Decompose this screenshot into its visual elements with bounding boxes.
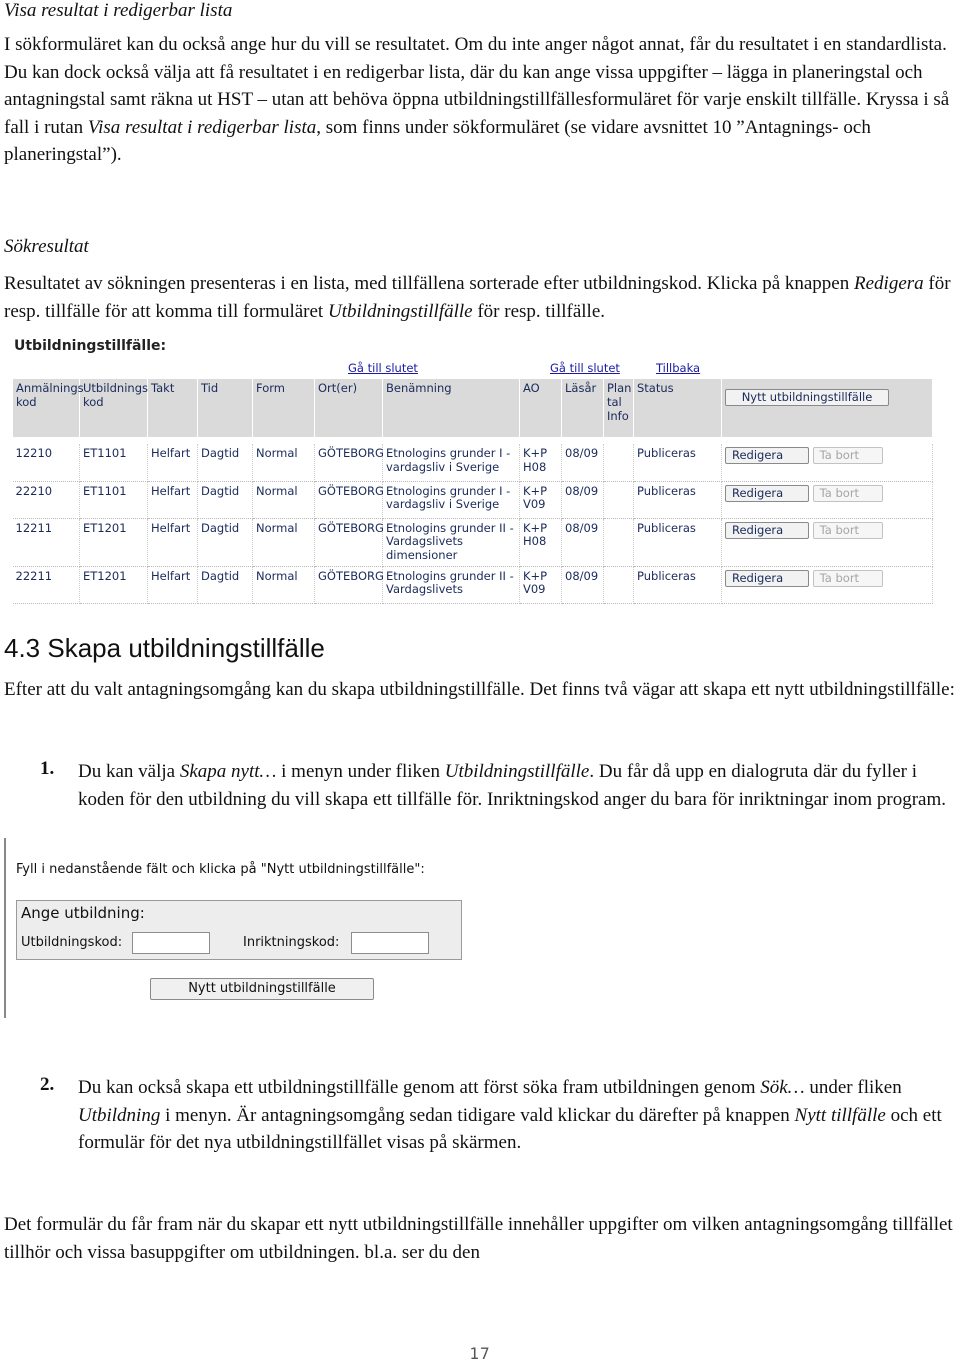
screenshot-divider [4, 838, 6, 1018]
col-tid[interactable]: Tid [198, 379, 253, 438]
form-instruction: Fyll i nedanstående fält och klicka på "Nytt utbildningstillfälle": [16, 862, 425, 877]
form-box-title: Ange utbildning: [21, 904, 145, 922]
col-form[interactable]: Form [253, 379, 315, 438]
utbildningskod-label: Utbildningskod: [21, 935, 123, 950]
col-lasar[interactable]: Läsår [562, 379, 604, 438]
back-link[interactable]: Tillbaka [656, 361, 701, 375]
nytt-utbildningstillfalle-button[interactable]: Nytt utbildningstillfälle [150, 978, 374, 1000]
go-to-end-link[interactable]: Gå till slutet [348, 361, 418, 375]
section-heading-sokresultat: Sökresultat [4, 236, 89, 257]
list-number-2: 2. [40, 1074, 55, 1095]
result-table [12, 378, 933, 604]
screenshot-result-table [12, 358, 932, 596]
edit-button[interactable]: Redigera [725, 522, 809, 539]
list-item-1: Du kan välja Skapa nytt… i menyn under fliken Utbildningstillfälle. Du får då upp en dialogruta där du fyller i koden för den utbildning du vill skapa ett tillfälle för. Inriktningskod anger du bara för inriktningar inom program. [78, 761, 946, 810]
table-navbar [12, 358, 932, 378]
table-header-row [13, 379, 933, 438]
section-heading-skapa: 4.3 Skapa utbildningstillfälle [4, 633, 325, 663]
ange-utbildning-box [16, 900, 462, 960]
col-status[interactable]: Status [634, 379, 722, 438]
table-row: 12211 ET1201 Helfart Dagtid Normal GÖTEBORG Etnologins grunder II - Vardagslivets dimensioner K+P H08 08/09 Publiceras Redigera Ta bort [13, 518, 933, 566]
go-to-end-link-2[interactable]: Gå till slutet [550, 361, 620, 375]
remove-button: Ta bort [813, 485, 883, 502]
inriktningskod-input[interactable] [351, 932, 429, 954]
col-ao[interactable]: AO [520, 379, 562, 438]
col-actions [722, 379, 933, 438]
paragraph-redigerbar-lista: I sökformuläret kan du också ange hur du vill se resultatet. Om du inte anger något annat, får du resultatet i en standardlista. Du kan dock också välja att få resultatet i en redigerbar lista, där du kan ange vissa uppgifter – lägga in planeringstal och antagningstal samt räkna ut HST – utan att behöva öppna utbildningstillfällesformuläret för varje enskilt tillfälle. Kryssa i så fall i rutan Visa resultat i redigerbar lista, som finns under sökformuläret (se vidare avsnittet 10 ”Antagnings- och planeringstal”). [4, 34, 950, 165]
inriktningskod-label: Inriktningskod: [243, 935, 340, 950]
list-number-1: 1. [40, 758, 55, 779]
new-tillfalle-button[interactable]: Nytt utbildningstillfälle [725, 389, 889, 406]
table-row: 12210 ET1101 Helfart Dagtid Normal GÖTEBORG Etnologins grunder I - vardagsliv i Sverige K+P H08 08/09 Publiceras Redigera Ta bort [13, 444, 933, 481]
paragraph-intro: Efter att du valt antagningsomgång kan du skapa utbildningstillfälle. Det finns två vägar att skapa ett nytt utbildningstillfälle: [4, 679, 955, 700]
edit-button[interactable]: Redigera [725, 570, 809, 587]
paragraph-closing: Det formulär du får fram när du skapar ett nytt utbildningstillfälle innehåller uppgifter om vilken antagningsomgång tillfället tillhör och vissa basuppgifter om utbildningen. bl.a. ser du den [4, 1214, 953, 1263]
remove-button: Ta bort [813, 522, 883, 539]
col-takt[interactable]: Takt [148, 379, 198, 438]
remove-button: Ta bort [813, 570, 883, 587]
screenshot-table-title: Utbildningstillfälle: [14, 338, 167, 354]
col-anmalningskod[interactable]: Anmälnings kod [13, 379, 80, 438]
remove-button: Ta bort [813, 447, 883, 464]
paragraph-sokresultat: Resultatet av sökningen presenteras i en lista, med tillfällena sorterade efter utbildningskod. Klicka på knappen Redigera för resp. tillfälle för att komma till formuläret Utbildningstillfälle för resp. tillfälle. [4, 273, 951, 322]
col-benamning[interactable]: Benämning [383, 379, 520, 438]
utbildningskod-input[interactable] [132, 932, 210, 954]
col-utbildningskod[interactable]: Utbildnings kod [80, 379, 148, 438]
table-row: 22210 ET1101 Helfart Dagtid Normal GÖTEBORG Etnologins grunder I - vardagsliv i Sverige K+P V09 08/09 Publiceras Redigera Ta bort [13, 481, 933, 518]
page-number: 17 [469, 1344, 491, 1363]
col-plantal-info[interactable]: Plan tal Info [604, 379, 634, 438]
edit-button[interactable]: Redigera [725, 447, 809, 464]
edit-button[interactable]: Redigera [725, 485, 809, 502]
col-orter[interactable]: Ort(er) [315, 379, 383, 438]
table-row: 22211 ET1201 Helfart Dagtid Normal GÖTEBORG Etnologins grunder II - Vardagslivets K+P V09 08/09 Publiceras Redigera Ta bort [13, 566, 933, 603]
section-heading-redigerbar-lista: Visa resultat i redigerbar lista [4, 0, 233, 21]
list-item-2: Du kan också skapa ett utbildningstillfälle genom att först söka fram utbildningen genom Sök… under fliken Utbildning i menyn. Är antagningsomgång sedan tidigare vald klickar du därefter på knappen Nytt tillfälle och ett formulär för det nya utbildningstillfället visas på skärmen. [78, 1077, 942, 1153]
